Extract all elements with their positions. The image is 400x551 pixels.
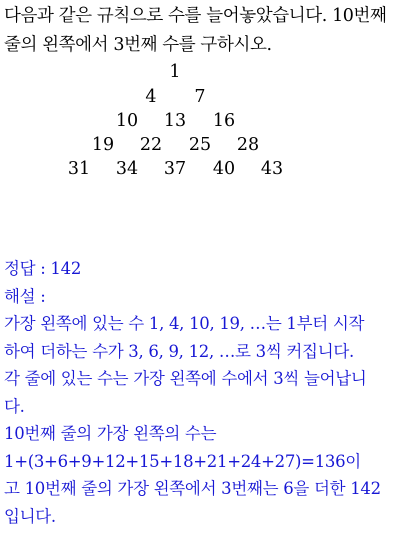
triangle-row-2 bbox=[0, 87, 400, 111]
explanation-line: 입니다. bbox=[4, 506, 56, 526]
triangle-number: 34 bbox=[115, 159, 139, 179]
question-line-1: 다음과 같은 규칙으로 수를 늘어놓았습니다. 10번째 bbox=[4, 6, 387, 26]
triangle-row-4 bbox=[0, 135, 400, 159]
explanation-line: 각 줄에 있는 수는 가장 왼쪽에 수에서 3씩 늘어납니 bbox=[4, 369, 367, 388]
triangle-number: 25 bbox=[188, 135, 212, 155]
triangle-number: 40 bbox=[212, 159, 236, 179]
explanation-line: 가장 왼쪽에 있는 수 1, 4, 10, 19, …는 1부터 시작 bbox=[4, 314, 365, 333]
answer-section bbox=[4, 255, 398, 530]
triangle-number: 1 bbox=[169, 62, 181, 82]
triangle-row-5 bbox=[0, 159, 400, 183]
explanation-line: 하여 더하는 수가 3, 6, 9, 12, …로 3씩 커집니다. bbox=[4, 341, 354, 361]
triangle-number: 19 bbox=[91, 135, 115, 155]
triangle-number: 4 bbox=[145, 87, 157, 107]
triangle-number: 16 bbox=[212, 111, 236, 131]
answer-label: 정답 : 142 bbox=[4, 259, 82, 278]
explanation-line: 다. bbox=[4, 396, 25, 416]
triangle-row-1 bbox=[0, 62, 400, 86]
question-line-2: 줄의 왼쪽에서 3번째 수를 구하시오. bbox=[4, 35, 272, 55]
triangle-number: 22 bbox=[139, 135, 163, 155]
triangle-number: 43 bbox=[260, 159, 284, 179]
triangle-number: 7 bbox=[194, 87, 206, 107]
explanation-line: 고 10번째 줄의 가장 왼쪽에서 3번째는 6을 더한 142 bbox=[4, 479, 381, 498]
explanation-line: 1+(3+6+9+12+15+18+21+24+27)=136이 bbox=[4, 451, 361, 471]
triangle-row-3 bbox=[0, 111, 400, 135]
triangle-number: 28 bbox=[236, 135, 260, 155]
explanation-line: 10번째 줄의 가장 왼쪽의 수는 bbox=[4, 424, 217, 443]
triangle-number: 31 bbox=[67, 159, 91, 179]
triangle-number: 37 bbox=[163, 159, 187, 179]
question-text bbox=[4, 2, 398, 60]
triangle-number: 13 bbox=[163, 111, 187, 131]
explanation-heading: 해설 : bbox=[4, 286, 46, 306]
triangle-number: 10 bbox=[115, 111, 139, 131]
